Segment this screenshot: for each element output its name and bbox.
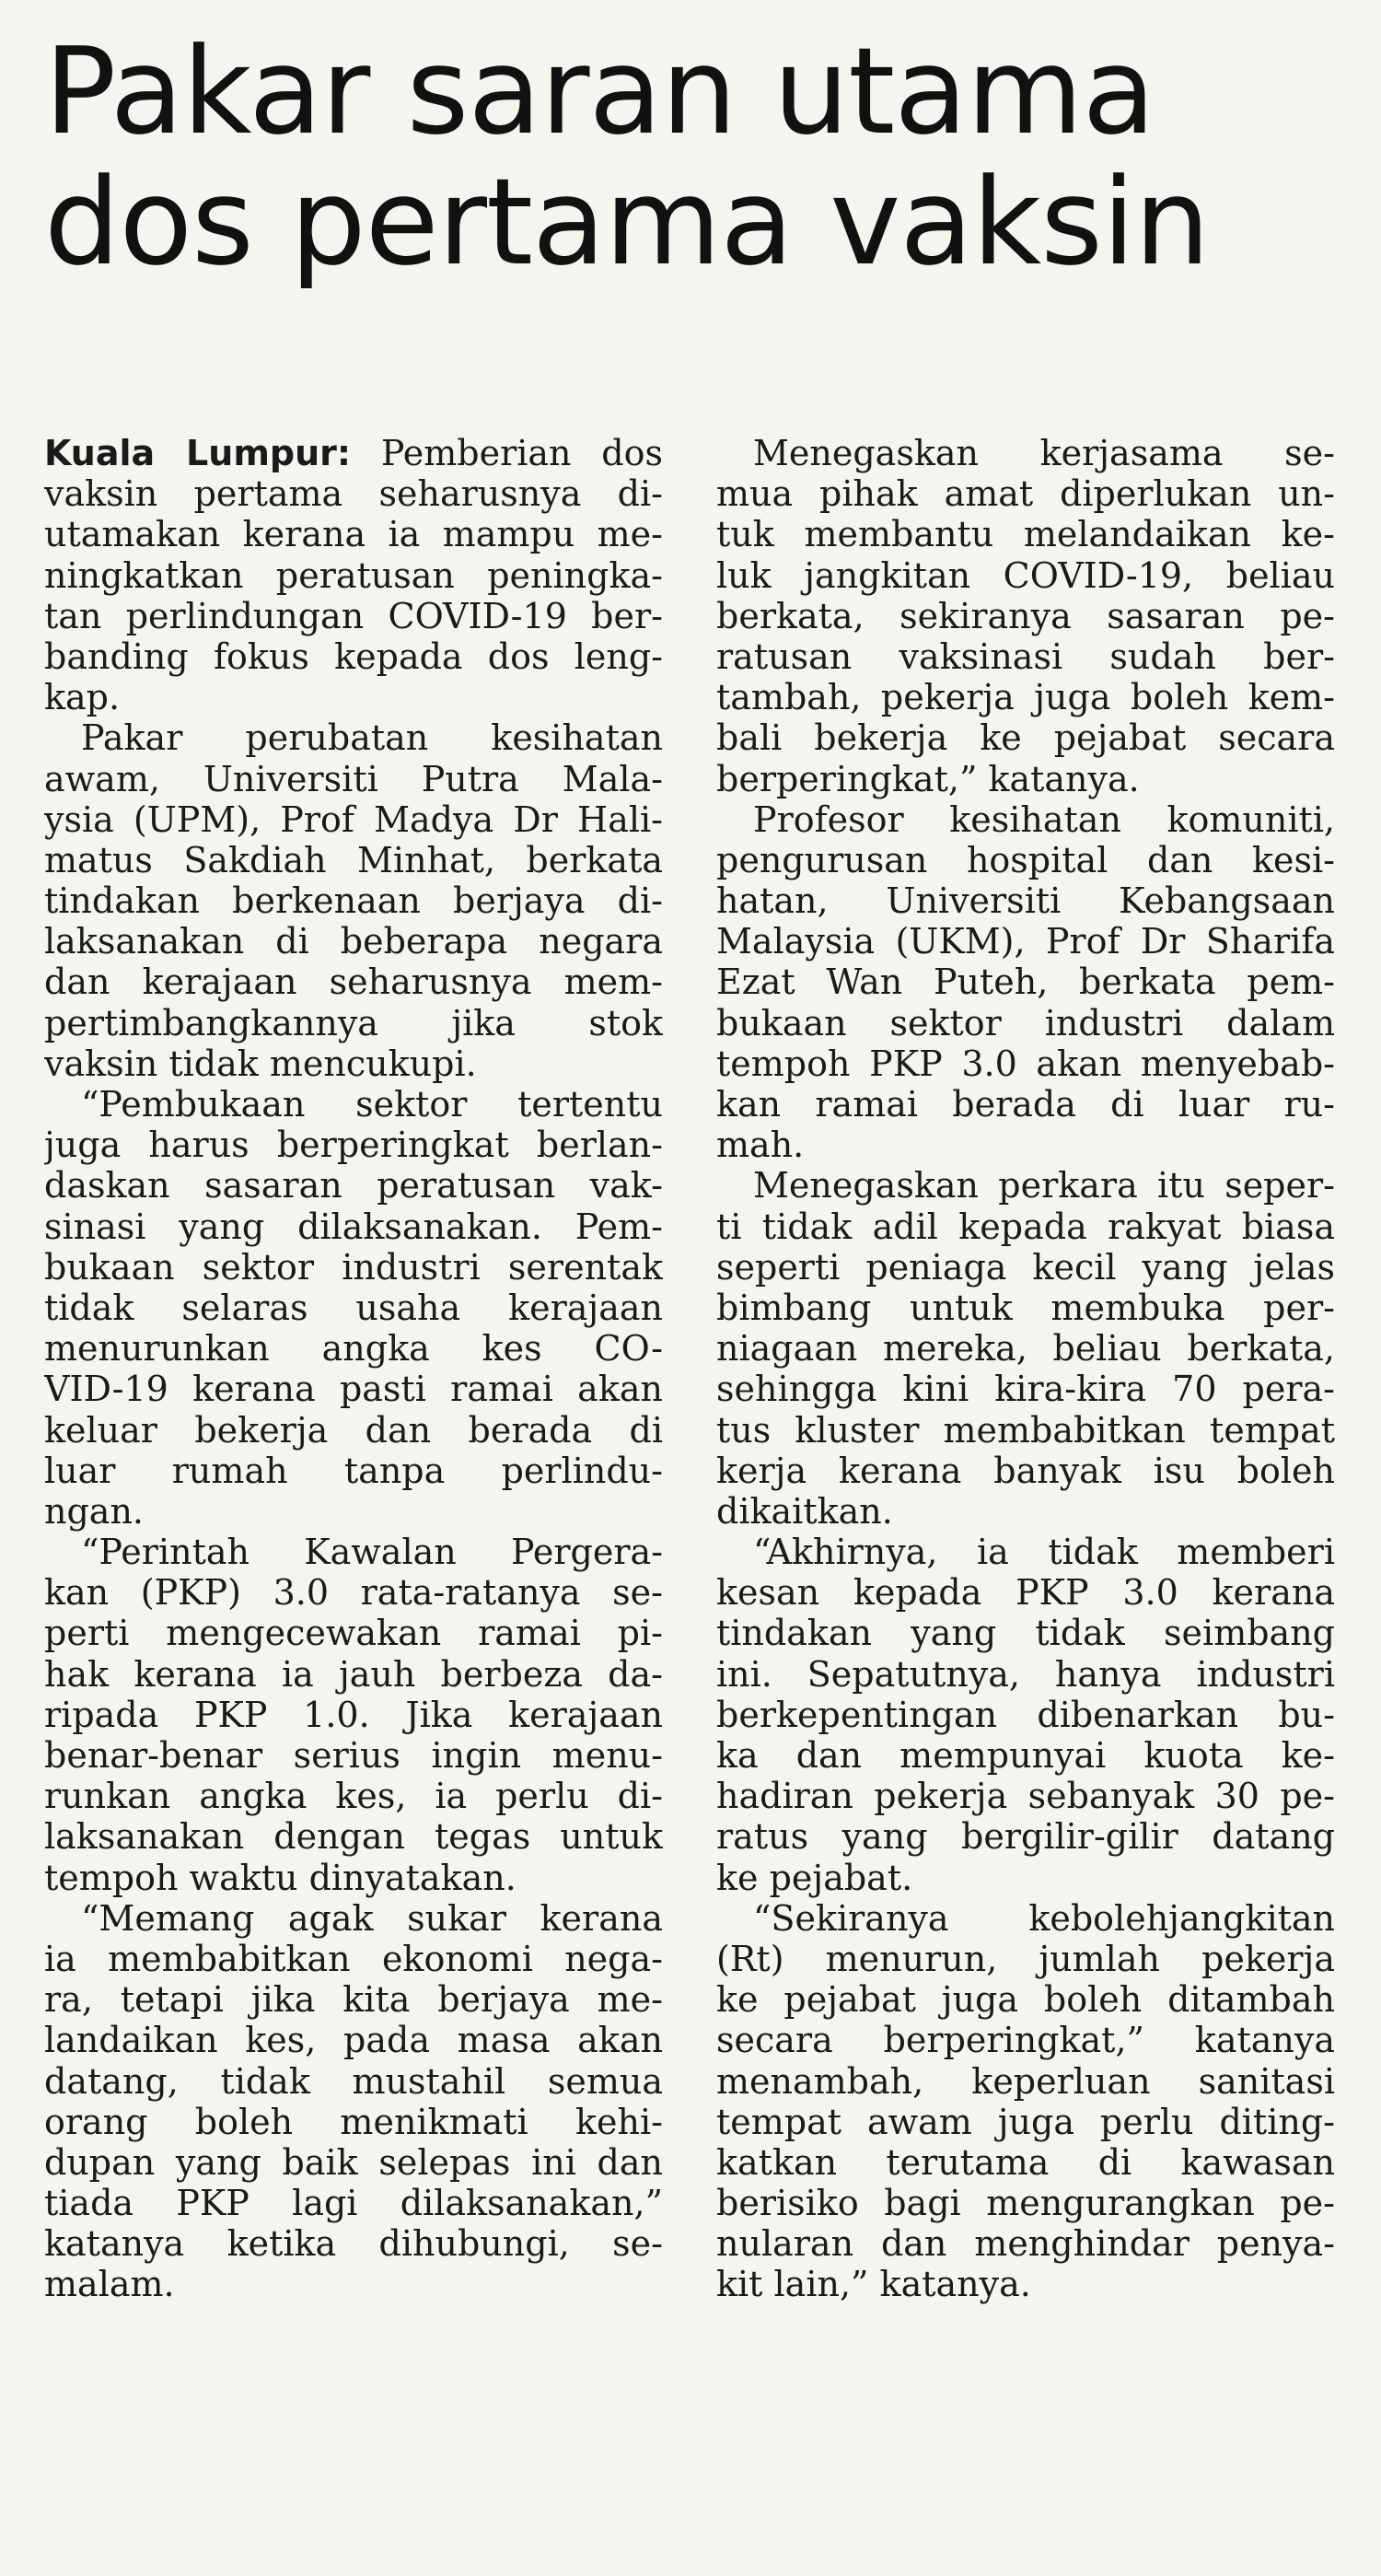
text-line-content: datang, tidak mustahil semua <box>44 2060 663 2102</box>
text-line <box>716 2264 1335 2304</box>
text-line-content: tuk membantu melandaikan ke- <box>716 514 1335 555</box>
text-line-content: hadiran pekerja sebanyak 30 pe- <box>716 1776 1335 1817</box>
text-line <box>716 2061 1335 2102</box>
text-line-content: hatan, Universiti Kebangsaan <box>716 880 1335 922</box>
text-line-content: ke pejabat. <box>716 1857 913 1898</box>
text-line <box>44 2020 663 2060</box>
text-line-content: vaksin tidak mencukupi. <box>44 1043 477 1084</box>
text-line <box>44 1776 663 1816</box>
text-line <box>44 799 663 840</box>
text-line-content: ini. Sepatutnya, hanya industri <box>716 1653 1335 1695</box>
text-line-content: mua pihak amat diperlukan un- <box>716 473 1335 515</box>
text-line-content: pengurusan hospital dan kesi- <box>716 839 1335 880</box>
text-line <box>44 759 663 799</box>
text-line <box>44 514 663 554</box>
text-line <box>716 1695 1335 1735</box>
text-line-content: tiada PKP lagi dilaksanakan,” <box>44 2183 663 2224</box>
text-line-content: niagaan mereka, beliau berkata, <box>716 1328 1335 1370</box>
text-line <box>44 2183 663 2223</box>
text-line <box>716 1451 1335 1491</box>
text-line-content: katkan terutama di kawasan <box>716 2141 1335 2183</box>
text-line <box>44 1451 663 1491</box>
text-line-content: Menegaskan kerjasama se- <box>753 433 1335 473</box>
text-line-content: ningkatkan peratusan peningka- <box>44 554 663 596</box>
headline <box>44 21 1352 292</box>
text-line-content: menambah, keperluan sanitasi <box>716 2060 1335 2102</box>
text-line <box>716 1288 1335 1328</box>
text-line-content: berkata, sekiranya sasaran pe- <box>716 595 1335 636</box>
text-line-content: Pemberian dos <box>351 433 663 473</box>
text-line <box>716 1816 1335 1857</box>
text-line <box>716 514 1335 554</box>
text-line <box>44 1084 663 1125</box>
article-column-left <box>44 433 663 2305</box>
text-line-content: bukaan sektor industri serentak <box>44 1246 663 1288</box>
text-line-content: bukaan sektor industri dalam <box>716 1002 1335 1043</box>
text-line-content: Pakar perubatan kesihatan <box>81 717 663 759</box>
text-line <box>716 596 1335 636</box>
text-line <box>716 2102 1335 2142</box>
text-line <box>44 1410 663 1451</box>
text-line <box>44 1288 663 1328</box>
text-line-content: bimbang untuk membuka per- <box>716 1287 1335 1328</box>
text-line-content: utamakan kerana ia mampu me- <box>44 514 663 555</box>
text-line-content: luk jangkitan COVID-19, beliau <box>716 554 1335 596</box>
text-line-content: tidak selaras usaha kerajaan <box>44 1287 663 1328</box>
text-line-content: ripada PKP 1.0. Jika kerajaan <box>44 1694 663 1735</box>
text-line <box>44 1939 663 1979</box>
text-line <box>44 1369 663 1409</box>
text-line-content: awam, Universiti Putra Mala- <box>44 758 663 799</box>
text-line <box>44 555 663 596</box>
text-line <box>44 1003 663 1043</box>
text-line-content: ti tidak adil kepada rakyat biasa <box>716 1206 1335 1247</box>
text-line-content: perti mengecewakan ramai pi- <box>44 1613 663 1654</box>
text-line <box>716 1491 1335 1532</box>
text-line-content: kan ramai berada di luar ru- <box>716 1084 1335 1125</box>
text-line-content: laksanakan dengan tegas untuk <box>44 1816 663 1858</box>
text-line-content: tempat awam juga perlu diting- <box>716 2101 1335 2142</box>
text-line-content: tambah, pekerja juga boleh kem- <box>716 677 1335 718</box>
text-line-content: sinasi yang dilaksanakan. Pem- <box>44 1206 663 1247</box>
text-line <box>716 1858 1335 1898</box>
text-line <box>44 1532 663 1572</box>
text-line <box>716 1532 1335 1572</box>
text-line <box>44 1979 663 2020</box>
text-line-content: Malaysia (UKM), Prof Dr Sharifa <box>716 921 1335 962</box>
text-line <box>44 2061 663 2102</box>
text-line <box>716 1084 1335 1125</box>
text-line-content: tindakan yang tidak seimbang <box>716 1613 1335 1654</box>
text-line-content: luar rumah tanpa perlindu- <box>44 1450 663 1491</box>
text-line-content: kap. <box>44 677 121 718</box>
text-line <box>716 962 1335 1002</box>
text-line <box>44 921 663 962</box>
text-line <box>716 1043 1335 1084</box>
text-line <box>44 1654 663 1695</box>
text-line-content: dan kerajaan seharusnya mem- <box>44 962 663 1003</box>
text-line-content: ysia (UPM), Prof Madya Dr Hali- <box>44 798 663 840</box>
text-line <box>44 880 663 921</box>
article-column-right <box>716 433 1335 2305</box>
text-line-content: “Pembukaan sektor tertentu <box>81 1084 663 1125</box>
text-line <box>44 2142 663 2183</box>
text-line-content: dikaitkan. <box>716 1490 893 1532</box>
text-line-content: VID-19 kerana pasti ramai akan <box>44 1369 663 1410</box>
text-line <box>716 433 1335 473</box>
text-line <box>716 2223 1335 2264</box>
text-line <box>716 2142 1335 2183</box>
text-line <box>44 962 663 1002</box>
text-line <box>716 840 1335 880</box>
text-line <box>716 1654 1335 1695</box>
text-line-content: berisiko bagi mengurangkan pe- <box>716 2183 1335 2224</box>
text-line <box>716 1613 1335 1653</box>
text-line <box>44 1328 663 1369</box>
text-line-content: matus Sakdiah Minhat, berkata <box>44 839 663 880</box>
text-line <box>716 1735 1335 1776</box>
text-line-content: Menegaskan perkara itu seper- <box>753 1165 1335 1206</box>
text-line-content: laksanakan di beberapa negara <box>44 921 663 962</box>
text-line-content: hak kerana ia jauh berbeza da- <box>44 1653 663 1695</box>
text-line <box>44 473 663 514</box>
text-line-content: landaikan kes, pada masa akan <box>44 2020 663 2061</box>
text-line <box>44 1125 663 1165</box>
text-line <box>44 1206 663 1247</box>
text-line <box>716 2183 1335 2223</box>
text-line-content: ka dan mempunyai kuota ke- <box>716 1735 1335 1776</box>
text-line <box>716 921 1335 962</box>
text-line-content: “Memang agak sukar kerana <box>81 1897 663 1939</box>
text-line <box>44 1247 663 1288</box>
text-line-content: pertimbangkannya jika stok <box>44 1002 663 1043</box>
text-line-content: daskan sasaran peratusan vak- <box>44 1165 663 1206</box>
text-line <box>44 840 663 880</box>
text-line-content: runkan angka kes, ia perlu di- <box>44 1776 663 1817</box>
text-line <box>44 677 663 717</box>
text-line-content: ke pejabat juga boleh ditambah <box>716 1979 1335 2021</box>
text-line <box>44 1491 663 1532</box>
text-line-content: kan (PKP) 3.0 rata-ratanya se- <box>44 1572 663 1614</box>
text-line <box>716 1125 1335 1165</box>
text-line <box>716 2020 1335 2060</box>
text-line <box>44 1816 663 1857</box>
text-line-content: tindakan berkenaan berjaya di- <box>44 880 663 922</box>
text-line-content: nularan dan menghindar penya- <box>716 2223 1335 2265</box>
text-line <box>716 1939 1335 1979</box>
text-line <box>716 677 1335 717</box>
text-line-content: keluar bekerja dan berada di <box>44 1409 663 1451</box>
text-line <box>716 636 1335 677</box>
text-line-content: tempoh PKP 3.0 akan menyebab- <box>716 1043 1335 1084</box>
text-line <box>44 2223 663 2264</box>
text-line <box>716 1165 1335 1206</box>
text-line <box>44 2102 663 2142</box>
text-line-content: tan perlindungan COVID-19 ber- <box>44 595 663 636</box>
text-line-content: kesan kepada PKP 3.0 kerana <box>716 1572 1335 1614</box>
text-line-content: Ezat Wan Puteh, berkata pem- <box>716 962 1335 1003</box>
text-line <box>716 880 1335 921</box>
text-line-content: malam. <box>44 2264 175 2305</box>
text-line-content: berperingkat,” katanya. <box>716 758 1140 799</box>
text-line <box>44 717 663 758</box>
text-line-content: “Akhirnya, ia tidak memberi <box>753 1532 1335 1573</box>
text-line <box>716 759 1335 799</box>
text-line <box>716 1247 1335 1288</box>
text-line-content: ratus yang bergilir-gilir datang <box>716 1816 1335 1858</box>
text-line-content: seperti peniaga kecil yang jelas <box>716 1246 1335 1288</box>
text-line <box>44 1043 663 1084</box>
text-line <box>716 799 1335 840</box>
text-line-content: ngan. <box>44 1490 145 1532</box>
text-line <box>44 596 663 636</box>
text-line-content: dupan yang baik selepas ini dan <box>44 2141 663 2183</box>
text-line <box>716 1328 1335 1369</box>
text-line <box>44 1898 663 1939</box>
text-line <box>44 433 663 473</box>
text-line-content: “Sekiranya kebolehjangkitan <box>753 1897 1335 1939</box>
text-line-content: vaksin pertama seharusnya di- <box>44 473 663 515</box>
headline-line-1: Pakar saran utama <box>44 21 1155 161</box>
text-line-content: menurunkan angka kes CO- <box>44 1328 663 1370</box>
text-line-content: berkepentingan dibenarkan bu- <box>716 1694 1335 1735</box>
text-line <box>716 555 1335 596</box>
text-line-content: sehingga kini kira-kira 70 pera- <box>716 1369 1335 1410</box>
text-line-content: ia membabitkan ekonomi nega- <box>44 1938 663 1979</box>
text-line <box>716 717 1335 758</box>
text-line-content: tempoh waktu dinyatakan. <box>44 1857 516 1898</box>
text-line-content: katanya ketika dihubungi, se- <box>44 2223 663 2265</box>
text-line-content: “Perintah Kawalan Pergera- <box>81 1532 663 1573</box>
text-line <box>716 1979 1335 2020</box>
text-line <box>716 1206 1335 1247</box>
text-line-content: juga harus berperingkat berlan- <box>44 1125 663 1166</box>
text-line-content: Profesor kesihatan komuniti, <box>753 798 1335 840</box>
text-line <box>716 1410 1335 1451</box>
text-line-content: orang boleh menikmati kehi- <box>44 2101 663 2142</box>
text-line <box>716 1572 1335 1613</box>
text-line-content: tus kluster membabitkan tempat <box>716 1409 1335 1451</box>
text-line-content: mah. <box>716 1125 805 1166</box>
text-line <box>716 1369 1335 1409</box>
text-line <box>716 473 1335 514</box>
text-line <box>716 1898 1335 1939</box>
text-line-content: bali bekerja ke pejabat secara <box>716 717 1335 759</box>
text-line <box>44 1572 663 1613</box>
text-line-content: (Rt) menurun, jumlah pekerja <box>716 1938 1335 1979</box>
text-line-content: banding fokus kepada dos leng- <box>44 635 663 677</box>
text-line-content: ra, tetapi jika kita berjaya me- <box>44 1979 663 2021</box>
text-line <box>716 1003 1335 1043</box>
text-line <box>716 1776 1335 1816</box>
text-line <box>44 1165 663 1206</box>
headline-line-2: dos pertama vaksin <box>44 152 1210 292</box>
text-line <box>44 1695 663 1735</box>
text-line <box>44 1858 663 1898</box>
text-line-content: kit lain,” katanya. <box>716 2264 1031 2305</box>
text-line-content: secara berperingkat,” katanya <box>716 2020 1335 2061</box>
text-line-content: ratusan vaksinasi sudah ber- <box>716 635 1335 677</box>
dateline: Kuala Lumpur: <box>44 433 352 473</box>
text-line-content: benar-benar serius ingin menu- <box>44 1735 663 1776</box>
text-line-content: kerja kerana banyak isu boleh <box>716 1450 1335 1491</box>
text-line <box>44 636 663 677</box>
text-line <box>44 1613 663 1653</box>
text-line <box>44 2264 663 2304</box>
text-line <box>44 1735 663 1776</box>
